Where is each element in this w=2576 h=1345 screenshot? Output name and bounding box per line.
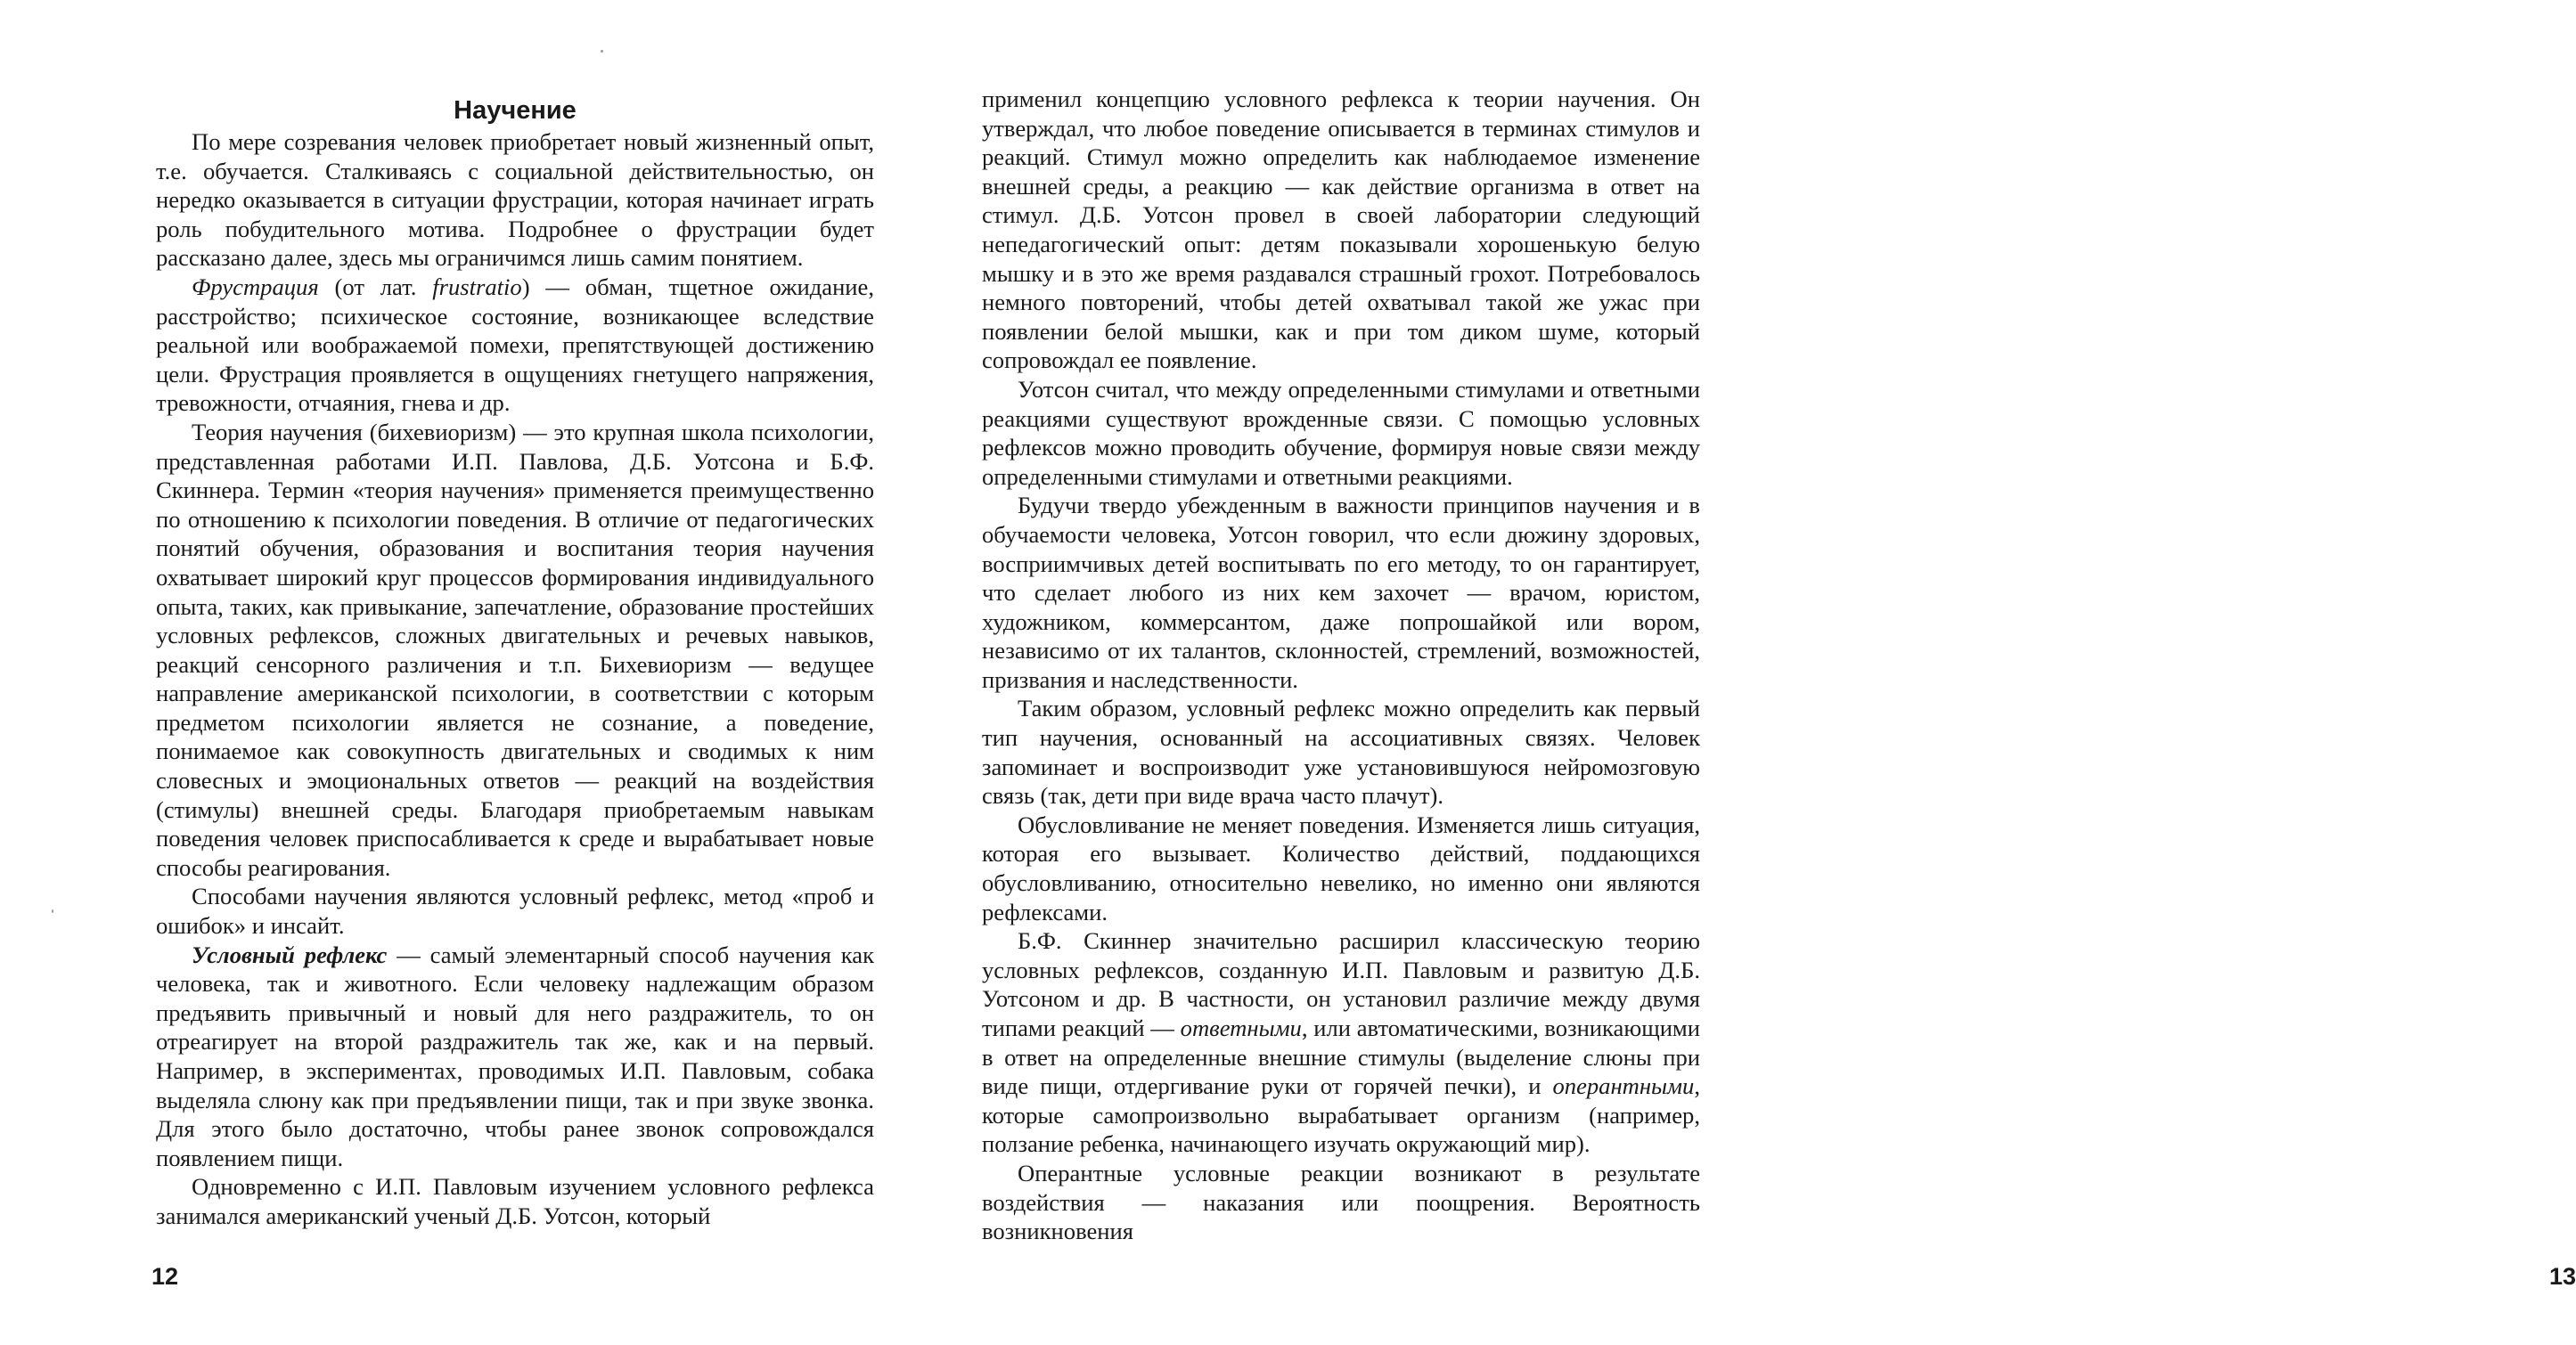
paragraph xyxy=(156,941,874,1173)
paragraph-text: Способами научения являются условный рефлекс, метод «проб и ошибок» и инсайт. xyxy=(156,883,874,940)
paragraph xyxy=(156,418,874,883)
paragraph-text: Теория научения (бихевиоризм) — это крупная школа психологии, представленная работами И.П. Павлова, Д.Б. Уотсона и Б.Ф. Скиннера. Термин «теория научения» применяется преимущественно по отношению к психологии поведения. В отличие от педагогических понятий обучения, образования и воспитания теория научения охватывает широкий круг процессов формирования индивидуального опыта, таких, как привыкание, запечатление, образование простейших условных рефлексов, сложных двигательных и речевых навыков, реакций сенсорного различения и т.п. Бихевиоризм — ведущее направление американской психологии, в соответствии с которым предметом психологии является не сознание, а поведение, понимаемое как совокупность двигательных и сводимых к ним словесных и эмоциональных ответов — реакций на воздействия (стимулы) внешней среды. Благодаря приобретаемым навыкам поведения человек приспосабливается к среде и вырабатывает новые способы реагирования. xyxy=(156,418,874,881)
scan-speck xyxy=(52,909,53,913)
page-number-right: 13 xyxy=(2549,1263,2576,1290)
paragraph xyxy=(982,1159,1700,1246)
right-page-text xyxy=(982,85,1700,1246)
paragraph xyxy=(982,491,1700,694)
emphasized-term: оперантными xyxy=(1552,1072,1695,1100)
paragraph-text: Одновременно с И.П. Павловым изучением условного рефлекса занимался американский ученый Д.Б. Уотсон, который xyxy=(156,1173,874,1229)
paragraph-text: По мере созревания человек приобретает новый жизненный опыт, т.е. обучается. Сталкиваясь с социальной действительностью, он нередко оказывается в ситуации фрустрации, которая начинает играть роль побудительного мотива. Подробнее о фрустрации будет рассказано далее, здесь мы ограничимся лишь самим понятием. xyxy=(156,128,874,272)
paragraph xyxy=(156,882,874,940)
paragraph-text: Оперантные условные реакции возникают в результате воздействия — наказания или поощрения. Вероятность возникновения xyxy=(982,1159,1700,1245)
paragraph-text: Таким образом, условный рефлекс можно определить как первый тип научения, основанный на ассоциативных связях. Человек запоминает и воспроизводит уже установившуюся нейромозговую связь (так, дети при виде врача часто плачут). xyxy=(982,695,1700,810)
paragraph xyxy=(982,375,1700,491)
paragraph xyxy=(982,811,1700,926)
right-page xyxy=(891,0,2576,1345)
paragraph xyxy=(982,694,1700,810)
paragraph xyxy=(156,127,874,273)
paragraph-text: применил концепцию условного рефлекса к теории научения. Он утверждал, что любое поведение описывается в терминах стимулов и реакций. Стимул можно определить как наблюдаемое изменение внешней среды, а реакцию — как действие организма в ответ на стимул. Д.Б. Уотсон провел в своей лаборатории следующий непедагогический опыт: детям показывали хорошенькую белую мышку и в это же время раздавался страшный грохот. Потребовалось немного повторений, чтобы детей охватывал такой же ужас при появлении белой мышки, как и при том диком шуме, который сопровождал ее появление. xyxy=(982,86,1700,374)
emphasized-term: Фрустрация xyxy=(192,273,319,300)
paragraph-text: , которые самопроизвольно вырабатывает организм (например, ползание ребенка, начинающего изучать окружающий мир). xyxy=(982,1072,1700,1158)
paragraph-text: Будучи твердо убежденным в важности принципов научения и в обучаемости человека, Уотсон говорил, что если дюжину здоровых, восприимчивых детей воспитывать по его методу, то он гарантирует, что сделает любого из них кем захочет — врачом, юристом, художником, коммерсантом, даже попрошайкой или вором, независимо от их талантов, склонностей, стремлений, возможностей, призвания и наследственности. xyxy=(982,492,1700,693)
paragraph-text: (от лат. xyxy=(318,273,433,300)
page-number-left: 12 xyxy=(151,1263,179,1290)
paragraph-text: Б.Ф. Скиннер значительно расширил классическую теорию условных рефлексов, созданную И.П. Павловым и развитую Д.Б. Уотсоном и др. В частности, он установил различие между двумя типами реакций — xyxy=(982,927,1700,1041)
left-page-text xyxy=(156,127,874,1231)
paragraph xyxy=(982,926,1700,1159)
emphasized-term: ответными xyxy=(1180,1015,1302,1041)
paragraph-text: — самый элементарный способ научения как человека, так и животного. Если человеку надлежащим образом предъявить привычный и новый для него раздражитель, то он отреагирует на второй раздражитель так же, как и на первый. Например, в экспериментах, проводимых И.П. Павловым, собака выделяла слюну как при предъявлении пищи, так и при звуке звонка. Для этого было достаточно, чтобы ранее звонок сопровождался появлением пищи. xyxy=(156,941,874,1171)
paragraph-text: Уотсон считал, что между определенными стимулами и ответными реакциями существуют врожденные связи. С помощью условных рефлексов можно проводить обучение, формируя новые связи между определенными стимулами и ответными реакциями. xyxy=(982,375,1700,490)
paragraph xyxy=(156,273,874,418)
paragraph xyxy=(982,85,1700,375)
scan-speck xyxy=(601,50,603,53)
left-page xyxy=(0,0,891,1345)
paragraph-text: , или автоматическими, возникающими в ответ на определенные внешние стимулы (выделение слюны при виде пищи, отдергивание руки от горячей печки), и xyxy=(982,1015,1700,1100)
paragraph xyxy=(156,1172,874,1230)
paragraph-text: Обусловливание не меняет поведения. Изменяется лишь ситуация, которая его вызывает. Количество действий, поддающихся обусловливанию, относительно невелико, но именно они являются рефлексами. xyxy=(982,811,1700,925)
paragraph-text: ) — обман, тщетное ожидание, расстройство; психическое состояние, возникающее вследствие реальной или воображаемой помехи, препятствующей достижению цели. Фрустрация проявляется в ощущениях гнетущего напряжения, тревожности, отчаяния, гнева и др. xyxy=(156,273,874,417)
emphasized-term: frustratio xyxy=(432,273,522,300)
section-title: Научение xyxy=(454,96,577,125)
emphasized-term: Условный рефлекс xyxy=(192,941,388,968)
